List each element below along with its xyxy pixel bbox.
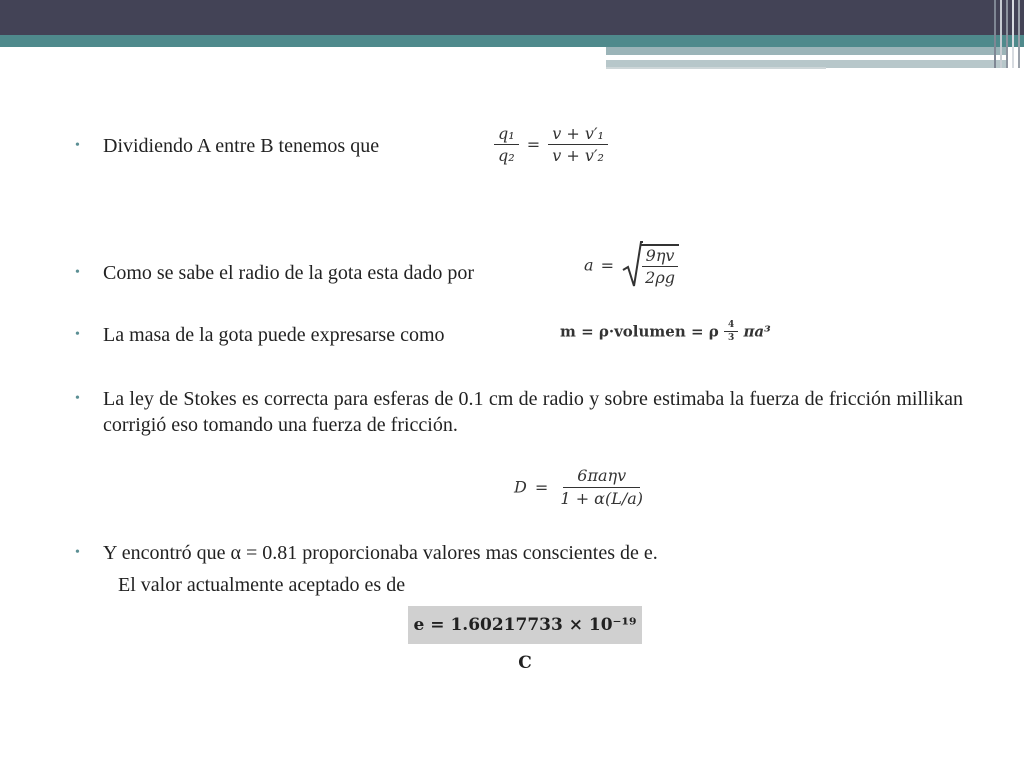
header-bar — [0, 0, 1024, 35]
header-edge-line — [1006, 0, 1008, 68]
continuation-text: El valor actualmente aceptado es de — [118, 574, 406, 596]
equation-mass: m = ρ·volumen = ρ $\frac{4}{3}$ πa³ — [560, 320, 771, 343]
sqrt-sign-icon — [621, 240, 643, 290]
bullet-text-5: Y encontró que α = 0.81 proporcionaba valores mas conscientes de e. — [103, 542, 658, 564]
header-decor-line — [606, 55, 949, 58]
bullet-marker: • — [75, 545, 80, 560]
header-edge-line — [994, 0, 996, 68]
header-decor-thin-line — [606, 67, 826, 69]
bullet-marker: • — [75, 265, 80, 280]
bullet-marker: • — [75, 327, 80, 342]
bullet-marker: • — [75, 138, 80, 153]
bullet-text-4: La ley de Stokes es correcta para esferas de 0.1 cm de radio y sobre estimaba la fuerza de fricción millikan corrigió eso tomando una fuerza de fricción. — [103, 388, 963, 436]
bullet-text-3: La masa de la gota puede expresarse como — [103, 324, 445, 346]
equation-charge-image: e = 1.60217733 × 10⁻¹⁹ C — [408, 606, 642, 644]
header-edge-line — [1012, 0, 1014, 68]
equation-radius: a = $\frac{9\eta v}{2\rho g}$ — [584, 240, 679, 290]
header-decor-stripe — [606, 47, 1006, 55]
header-accent-stripe — [0, 35, 1024, 47]
header-edge-line — [1000, 0, 1002, 68]
bullet-marker: • — [75, 391, 80, 406]
header-edge-line — [1018, 0, 1020, 68]
equation-ratio: $\frac{\text{q₁}}{\text{q₂}}$ = $\frac{\text{v + v′₁}}{\text{v + v′₂}}$ — [494, 124, 608, 165]
equation-drag: D = $\frac{\text{6πaηv}}{1 + \alpha(L/a)}$ — [514, 466, 644, 508]
bullet-text-2: Como se sabe el radio de la gota esta dado por — [103, 262, 474, 284]
bullet-text-1: Dividiendo A entre B tenemos que — [103, 135, 380, 157]
